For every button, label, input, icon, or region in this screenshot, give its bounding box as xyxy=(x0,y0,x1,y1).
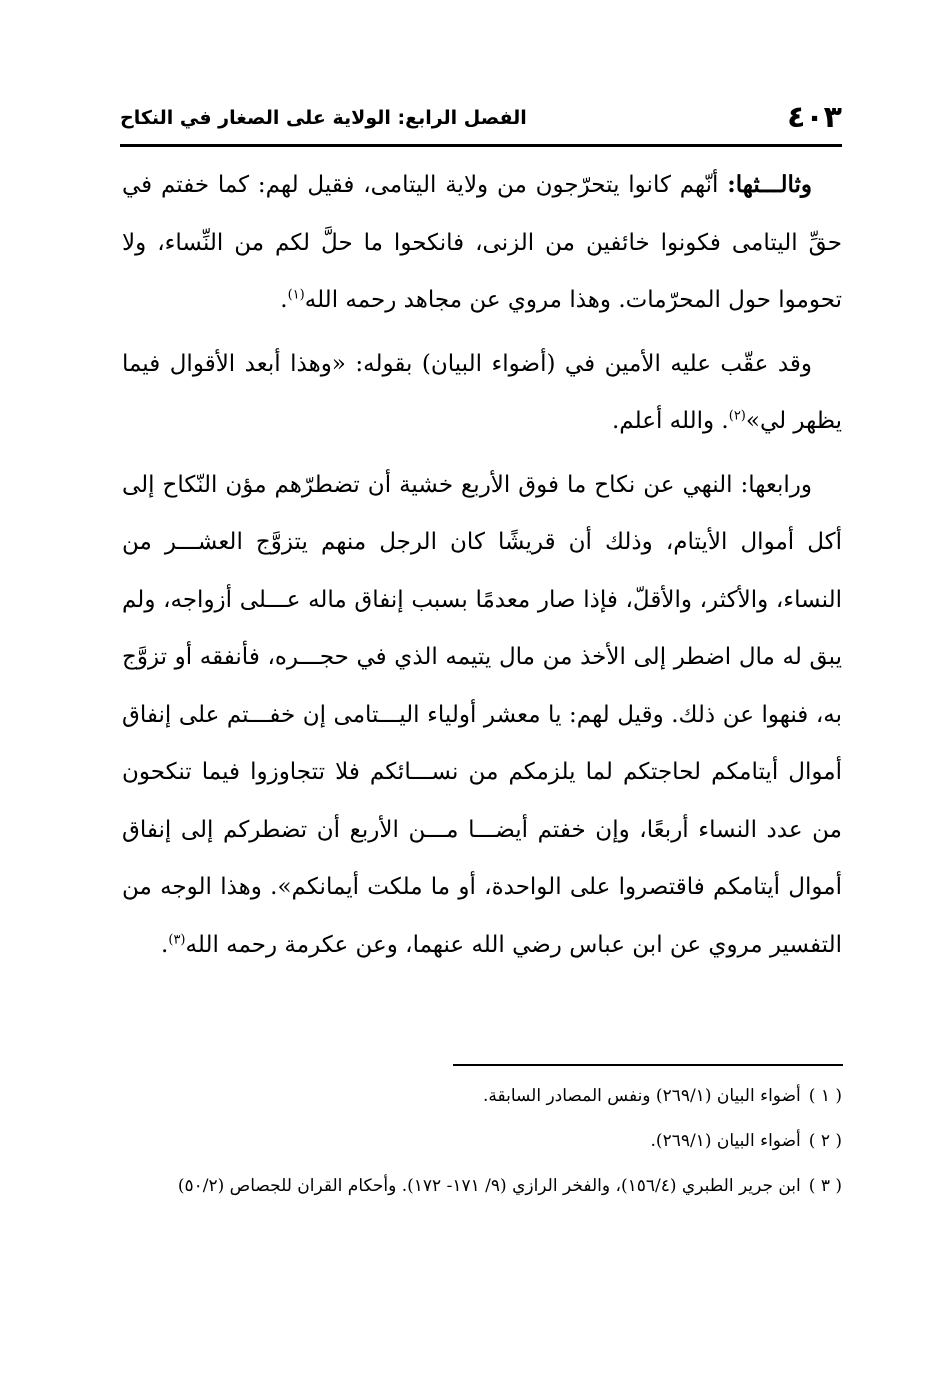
page-header xyxy=(120,96,842,140)
paragraph-text: أنّهم كانوا يتحرّجون من ولاية اليتامى، فقيل لهم: كما خفتم في حقِّ اليتامى فكونوا خائفين من الزنى، فانكحوا ما حلَّ لكم من النِّساء، ولا تحوموا حول المحرّمات. وهذا مروي عن مجاهد رحمه الله xyxy=(122,172,842,313)
footnote-item xyxy=(150,1168,842,1205)
paragraph-end: . والله أعلم. xyxy=(612,408,729,434)
paragraph-end: . xyxy=(280,287,288,313)
paragraph-lead: وثالـــثها: xyxy=(727,171,812,198)
paragraph-end: . xyxy=(161,931,169,958)
paragraph-third-reason xyxy=(122,156,842,330)
footnote-text: أضواء البيان (٢٦٩/١) ونفس المصادر السابقة. xyxy=(482,1086,801,1106)
footnote-item xyxy=(150,1123,842,1160)
main-text xyxy=(122,156,842,974)
footnote-text: أضواء البيان (٢٦٩/١). xyxy=(650,1131,801,1151)
footnote-marker: ( ٢ ) xyxy=(808,1131,842,1151)
footnote-divider xyxy=(453,1064,843,1066)
footnotes xyxy=(150,1078,842,1213)
paragraph-text: وقد عقّب عليه الأمين في (أضواء البيان) بقوله: «وهذا أبعد الأقوال فيما يظهر لي» xyxy=(122,350,842,434)
footnote-text: ابن جرير الطبري (١٥٦/٤)، والفخر الرازي (٩/ ١٧١- ١٧٢). وأحكام القران للجصاص (٥٠/٢) xyxy=(177,1176,801,1196)
footnote-reference[interactable]: (٢) xyxy=(728,408,746,424)
paragraph-fourth-reason xyxy=(122,457,842,975)
paragraph-commentary xyxy=(122,336,842,451)
page-number: ٤٠٣ xyxy=(787,100,842,135)
header-divider xyxy=(120,144,842,147)
footnote-item xyxy=(150,1078,842,1115)
paragraph-text: ورابعها: النهي عن نكاح ما فوق الأربع خشية أن تضطرّهم مؤن النّكاح إلى أكل أموال الأيتام، وذلك أن قريشًا كان الرجل منهم يتزوَّج العشـــر من النساء، والأكثر، والأقلّ، فإذا صار معدمًا بسبب إنفاق ماله عـــلى أزواجه، ولم يبق له مال اضطر إلى الأخذ من مال يتيمه الذي في حجـــره، فأنفقه أو تزوَّج به، فنهوا عن ذلك. وقيل لهم: يا معشر أولياء اليـــتامى إن خفـــتم على إنفاق أموال أيتامكم لحاجتكم لما يلزمكم من نســـائكم فلا تتجاوزوا فيما تنكحون من عدد النساء أربعًا، وإن خفتم أيضـــا مـــن الأربع أن تضطركم إلى إنفاق أموال أيتامكم فاقتصروا على الواحدة، أو ما ملكت أيمانكم». وهذا الوجه من التفسير مروي عن ابن عباس رضي الله عنهما، وعن عكرمة رحمه الله xyxy=(122,471,842,958)
chapter-title: الفصل الرابع: الولاية على الصغار في النكاح xyxy=(120,107,527,129)
footnote-reference[interactable]: (٣) xyxy=(168,931,186,947)
footnote-reference[interactable]: (١) xyxy=(287,287,305,303)
footnote-marker: ( ١ ) xyxy=(808,1086,842,1106)
footnote-marker: ( ٣ ) xyxy=(808,1176,842,1196)
